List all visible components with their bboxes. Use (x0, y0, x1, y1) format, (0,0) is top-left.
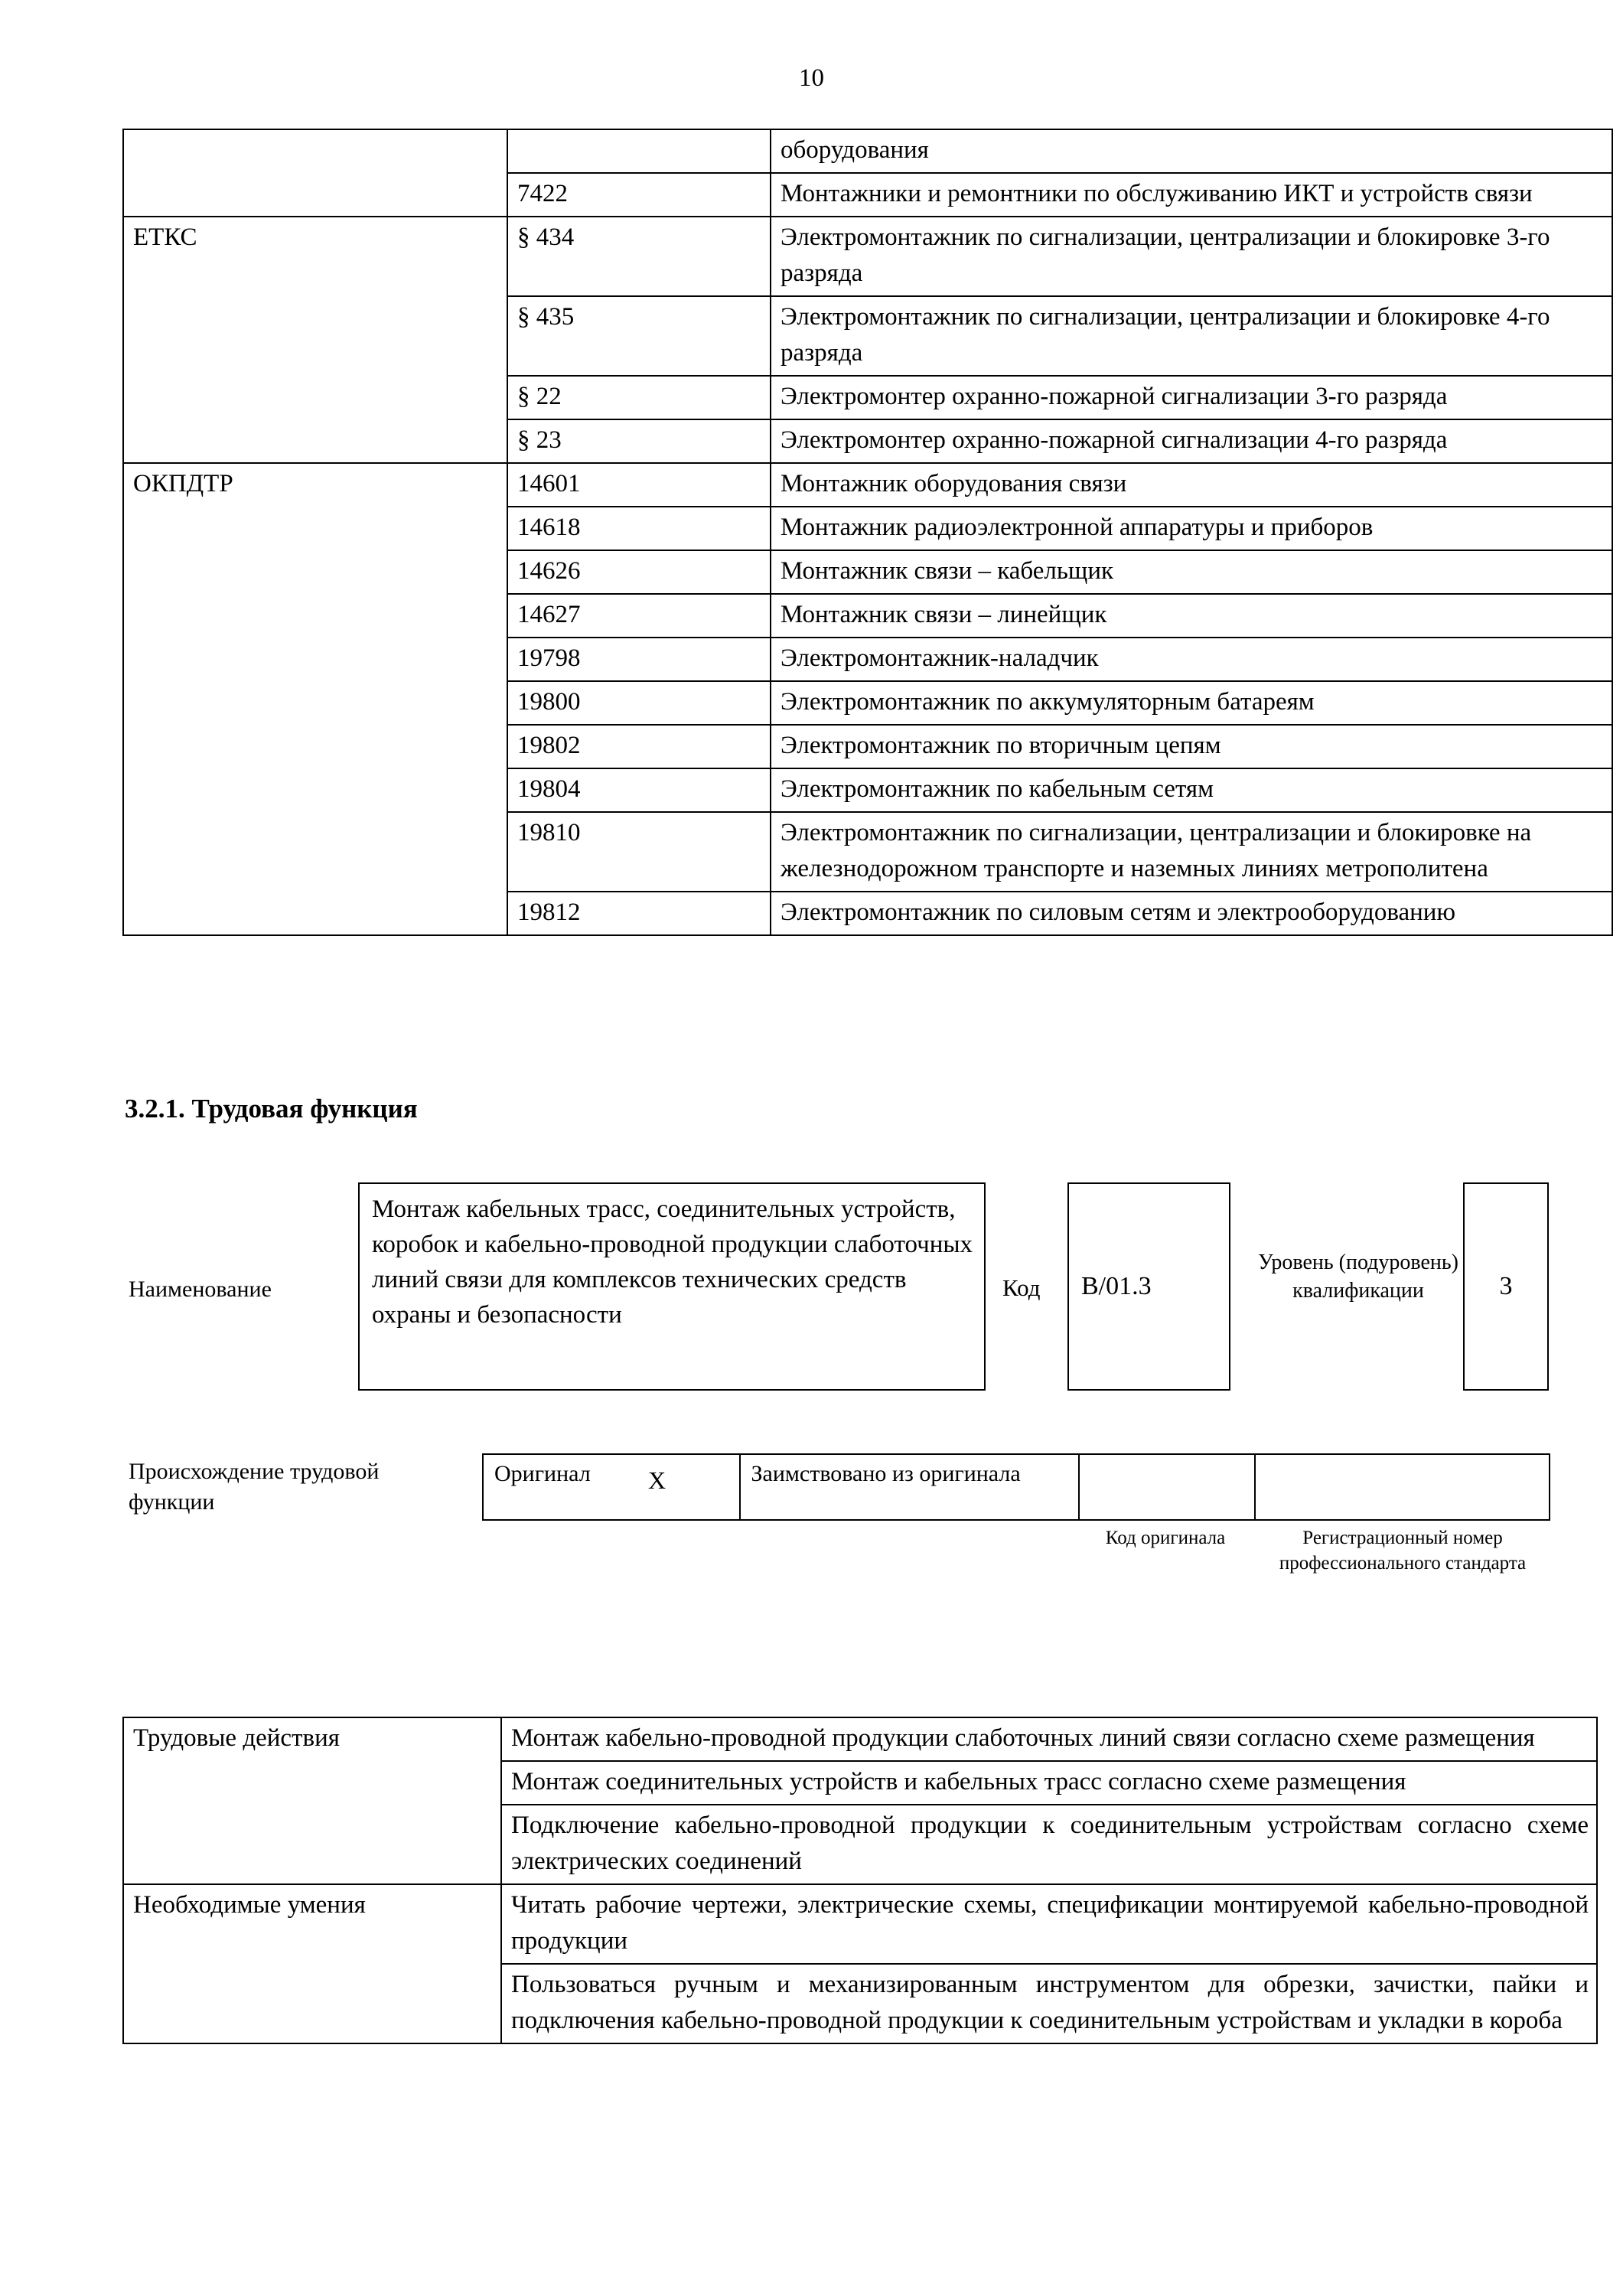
origin-borrowed-cell: Заимствовано из оригинала (741, 1455, 1080, 1519)
labour-item-cell: Монтаж соединительных устройств и кабельных трасс согласно схеме размещения (501, 1761, 1597, 1805)
function-code-label: Код (1002, 1274, 1041, 1301)
function-origin-label: Происхождение трудовой функции (129, 1459, 380, 1515)
classifier-code-cell: § 434 (507, 217, 771, 296)
classifier-title-cell: Электромонтер охранно-пожарной сигнализации 3-го разряда (771, 376, 1612, 419)
classifier-title-cell: Электромонтер охранно-пожарной сигнализации 4-го разряда (771, 419, 1612, 463)
origin-original-cell (484, 1455, 741, 1519)
origin-original-checkmark: X (648, 1466, 666, 1494)
labour-item-cell: Пользоваться ручным и механизированным инструментом для обрезки, зачистки, пайки и подключения кабельно-проводной продукции к соединительным устройствам и укладки в короба (501, 1964, 1597, 2043)
section-heading: 3.2.1. Трудовая функция (125, 1094, 418, 1124)
origin-registration-caption: Регистрационный номер профессионального стандарта (1279, 1528, 1527, 1574)
classifier-title-cell: Монтажник связи – линейщик (771, 594, 1612, 638)
classifier-code-cell: 19800 (507, 681, 771, 725)
classifier-source-cell: ОКПДТР (123, 463, 507, 935)
labour-category-cell: Необходимые умения (123, 1884, 501, 2043)
table-row (123, 463, 1612, 507)
classifier-title-cell: Монтажник оборудования связи (771, 463, 1612, 507)
function-origin-block (122, 1449, 1559, 1655)
classifier-code-cell: § 22 (507, 376, 771, 419)
classifier-title-cell: Электромонтажник по вторичным цепям (771, 725, 1612, 768)
classifier-code-cell: 19810 (507, 812, 771, 892)
classifier-code-cell: § 435 (507, 296, 771, 376)
classifier-code-cell: 19812 (507, 892, 771, 935)
page-number: 10 (799, 64, 824, 92)
classifier-code-cell (507, 129, 771, 173)
classifier-code-cell: 14627 (507, 594, 771, 638)
classifier-codes-table (122, 129, 1613, 936)
classifier-code-cell: 19798 (507, 638, 771, 681)
classifier-code-cell: 19802 (507, 725, 771, 768)
function-code-value: В/01.3 (1067, 1182, 1230, 1391)
classifier-code-cell: 19804 (507, 768, 771, 812)
classifier-code-cell: 14601 (507, 463, 771, 507)
qualification-level-label: Уровень (подуровень) квалификации (1258, 1251, 1458, 1303)
classifier-title-cell: Электромонтажник по сигнализации, централизации и блокировке на железнодорожном транспорте и наземных линиях метрополитена (771, 812, 1612, 892)
classifier-table-body (123, 129, 1612, 935)
table-row (123, 129, 1612, 173)
classifier-title-cell: Электромонтажник-наладчик (771, 638, 1612, 681)
labour-table-body (123, 1717, 1597, 2043)
classifier-source-cell: ЕТКС (123, 217, 507, 463)
classifier-title-cell: Электромонтажник по кабельным сетям (771, 768, 1612, 812)
classifier-title-cell: Электромонтажник по сигнализации, централизации и блокировке 3-го разряда (771, 217, 1612, 296)
labour-item-cell: Монтаж кабельно-проводной продукции слаботочных линий связи согласно схеме размещения (501, 1717, 1597, 1761)
origin-code-value-cell (1080, 1455, 1256, 1519)
origin-registration-value-cell (1256, 1455, 1549, 1519)
classifier-title-cell: Монтажники и ремонтники по обслуживанию ИКТ и устройств связи (771, 173, 1612, 217)
classifier-title-cell: оборудования (771, 129, 1612, 173)
classifier-title-cell: Электромонтажник по силовым сетям и электрооборудованию (771, 892, 1612, 935)
function-name-label: Наименование (129, 1277, 272, 1302)
origin-original-label: Оригинал (494, 1461, 591, 1486)
classifier-title-cell: Электромонтажник по сигнализации, централизации и блокировке 4-го разряда (771, 296, 1612, 376)
function-name-block (122, 1182, 1559, 1443)
classifier-code-cell: 14626 (507, 550, 771, 594)
qualification-level-value: 3 (1463, 1182, 1549, 1391)
labour-category-cell: Трудовые действия (123, 1717, 501, 1884)
labour-actions-table (122, 1717, 1598, 2044)
labour-item-cell: Читать рабочие чертежи, электрические схемы, спецификации монтируемой кабельно-проводной продукции (501, 1884, 1597, 1964)
classifier-code-cell: 7422 (507, 173, 771, 217)
function-name-value: Монтаж кабельных трасс, соединительных устройств, коробок и кабельно-проводной продукции слаботочных линий связи для комплексов технических средств охраны и безопасности (358, 1182, 986, 1391)
classifier-source-cell (123, 129, 507, 217)
table-row (123, 1884, 1597, 1964)
classifier-title-cell: Монтажник связи – кабельщик (771, 550, 1612, 594)
classifier-code-cell: 14618 (507, 507, 771, 550)
origin-code-caption: Код оригинала (1105, 1528, 1226, 1548)
classifier-title-cell: Монтажник радиоэлектронной аппаратуры и приборов (771, 507, 1612, 550)
labour-item-cell: Подключение кабельно-проводной продукции к соединительным устройствам согласно схеме электрических соединений (501, 1805, 1597, 1884)
classifier-code-cell: § 23 (507, 419, 771, 463)
classifier-title-cell: Электромонтажник по аккумуляторным батареям (771, 681, 1612, 725)
function-origin-row (482, 1453, 1550, 1521)
table-row (123, 217, 1612, 296)
table-row (123, 1717, 1597, 1761)
